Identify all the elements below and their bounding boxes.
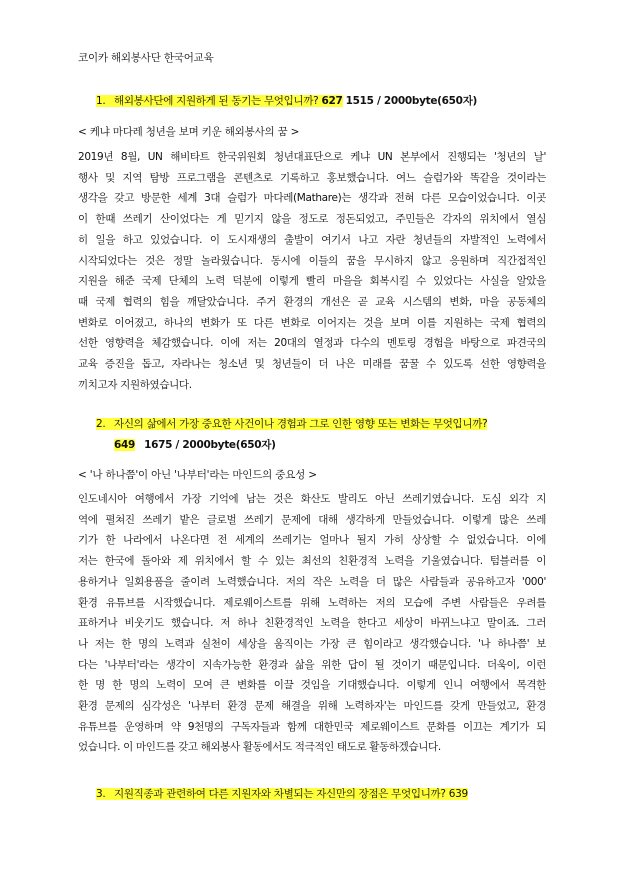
answer-1-line: 행사 및 지역 탐방 프로그램을 콘텐츠로 기록하고 홍보했습니다. 여느 슬럼가와 똑같을 것이라는 [78, 171, 546, 184]
question-2-number: 2. [96, 418, 106, 430]
answer-1-line: 생각을 갖고 방문한 세계 3대 슬럼가 마다레(Mathare)는 생각과 전혀 다른 모습이었습니다. 이곳 [78, 192, 546, 205]
answer-2-line: 인도네시아 여행에서 가장 기억에 남는 것은 화산도 발리도 아닌 쓰레기였습니다. 도심 외각 지 [78, 493, 546, 505]
question-3-highlight [96, 788, 468, 800]
answer-2-subtitle: < '나 하나쯤'이 아닌 '나부터'라는 마인드의 중요성 > [78, 469, 317, 481]
answer-2-line: 한 명 한 명의 노력이 모여 큰 변화를 이끌 것임을 기대했습니다. 이렇게 인니 여행에서 목격한 [78, 679, 546, 692]
question-1-limit: 1515 / 2000byte(650자) [345, 95, 478, 107]
question-1 [96, 93, 477, 108]
question-2-meta [114, 437, 276, 452]
answer-1-line: 2019년 8월, UN 해비타트 한국위원회 청년대표단으로 케냐 UN 본부에서 진행되는 '청년의 날' [78, 151, 546, 163]
document-header: 코이카 해외봉사단 한국어교육 [78, 52, 214, 64]
answer-1-line: 히 일을 하고 있었습니다. 이 도시재생의 출발이 여기서 나고 자란 청년들의 자발적인 노력에서 [78, 233, 546, 246]
question-1-highlight [96, 95, 343, 107]
answer-1-line: 지원을 해준 국제 단체의 노력 덕분에 이렇게 빨리 마을을 회복시킬 수 있었다는 사실을 알았을 [78, 275, 546, 288]
question-1-number: 1. [96, 95, 106, 107]
question-2-text: 자신의 삶에서 가장 중요한 사건이나 경험과 그로 인한 영향 또는 변화는 무엇입니까? [114, 418, 488, 430]
answer-2-line: 환경 유튜브를 시작했습니다. 제로웨이스트를 위해 노력하는 저의 모습에 주변 사람들은 우려를 [78, 596, 546, 609]
answer-1-line: 이 한때 쓰레기 산이었다는 게 믿기지 않을 정도로 정돈되었고, 주민들은 각자의 위치에서 열심 [78, 213, 546, 226]
answer-1-body [78, 147, 546, 395]
question-2-highlight [96, 418, 487, 430]
question-3-count: 639 [448, 788, 468, 800]
answer-1-line: 변화로 이어졌고, 하나의 변화가 또 다른 변화로 이어지는 것을 보며 이를 지원하는 국제 협력의 [78, 316, 546, 329]
answer-2-line: 다는 '나부터'라는 생각이 지속가능한 환경과 삶을 위한 답이 될 것이기 때문입니다. 더욱이, 이런 [78, 658, 546, 671]
answer-1-line: 선한 영향력을 체감했습니다. 이에 저는 20대의 열정과 다수의 멘토링 경험을 바탕으로 파견국의 [78, 337, 546, 350]
answer-2-line: 환경 문제의 심각성은 '나부터 환경 문제 해결을 위해 노력하자'는 마인드를 갖게 만들었고, 환경 [78, 700, 546, 713]
answer-2-line: 기가 한 나라에서 나온다면 전 세계의 쓰레기는 얼마나 될지 가히 상상할 수 없었습니다. 이에 [78, 534, 546, 547]
answer-1-line: 끼치고자 지원하였습니다. [78, 378, 192, 391]
question-2 [96, 416, 487, 431]
answer-1-subtitle: < 케냐 마다레 청년을 보며 키운 해외봉사의 꿈 > [78, 126, 300, 138]
answer-1-line: 때 국제 협력의 힘을 깨달았습니다. 주거 환경의 개선은 곧 교육 시스템의 변화, 마을 공동체의 [78, 295, 546, 308]
answer-2-line: 유튜브를 운영하며 약 9천명의 구독자들과 함께 대한민국 제로웨이스트 문화를 이끄는 계기가 되 [78, 720, 546, 733]
answer-2-line: 표하거나 비웃기도 했습니다. 저 하나 친환경적인 노력을 한다고 세상이 바뀌느냐고 말이죠. 그러 [78, 617, 546, 630]
question-3-number: 3. [96, 788, 106, 800]
answer-2-line: 용하거나 일회용품을 줄이려 노력했습니다. 저의 작은 노력을 더 많은 사람들과 공유하고자 '000' [78, 575, 546, 588]
answer-2-line: 나 저는 한 명의 노력과 실천이 세상을 움직이는 가장 큰 힘이라고 생각했습니다. '나 하나쯤' 보 [78, 637, 546, 650]
answer-1-line: 교육 증진을 돕고, 자라나는 청소년 및 청년들이 더 나은 미래를 꿈꿀 수 있도록 선한 영향력을 [78, 358, 546, 371]
question-1-count: 627 [321, 95, 343, 107]
answer-1-line: 시작되었다는 것은 정말 놀라웠습니다. 동시에 이들의 꿈을 무시하지 않고 응원하며 직간접적인 [78, 254, 546, 267]
question-3-text: 지원직종과 관련하여 다른 지원자와 차별되는 자신만의 장점은 무엇입니까? [114, 788, 446, 800]
answer-2-line: 역에 펼쳐진 쓰레기 밭은 글로벌 쓰레기 문제에 대해 생각하게 만들었습니다. 이렇게 많은 쓰레 [78, 513, 546, 526]
answer-2-line: 저는 한국에 돌아와 제 위치에서 할 수 있는 최선의 친환경적 노력을 기울였습니다. 텀블러를 이 [78, 555, 546, 568]
answer-2-body [78, 489, 546, 758]
question-3 [96, 786, 468, 801]
question-1-text: 해외봉사단에 지원하게 된 동기는 무엇입니까? [114, 95, 319, 107]
answer-2-line: 었습니다. 이 마인드를 갖고 해외봉사 활동에서도 적극적인 태도로 활동하겠습니다. [78, 741, 441, 754]
question-2-count: 649 [114, 439, 136, 451]
question-2-limit: 1675 / 2000byte(650자) [144, 439, 276, 451]
